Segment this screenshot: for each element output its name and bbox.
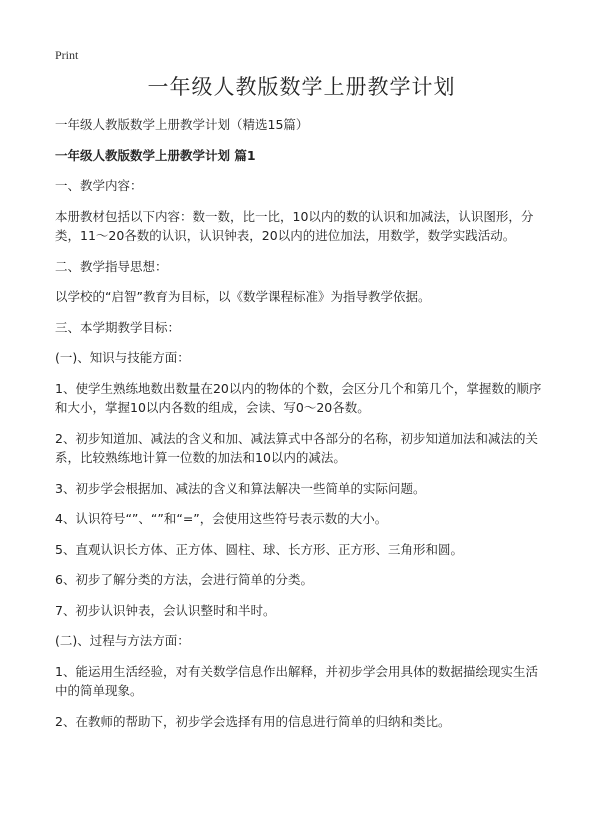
paragraph: 本册教材包括以下内容：数一数，比一比，10以内的数的认识和加减法，认识图形，分类，11～20各数的认识，认识钟表，20以内的进位加法，用数学，数学实践活动。 <box>55 208 534 243</box>
paragraph: 以学校的“启智”教育为目标，以《数学课程标准》为指导教学依据。 <box>55 289 431 304</box>
paragraph: 5、直观认识长方体、正方体、圆柱、球、长方形、正方形、三角形和圆。 <box>55 541 463 557</box>
paragraph: (二)、过程与方法方面： <box>55 633 190 648</box>
paragraph: 一、教学内容： <box>55 178 143 193</box>
document-title: 一年级人教版数学上册教学计划 <box>147 75 456 99</box>
paragraph: 1、能运用生活经验，对有关数学信息作出解释，并初步学会用具体的数据描绘现实生活中的简单现象。 <box>55 663 538 698</box>
print-link[interactable]: Print <box>55 48 79 62</box>
subtitle: 一年级人教版数学上册教学计划（精选15篇） <box>55 117 309 132</box>
paragraph: (一)、知识与技能方面： <box>55 350 190 365</box>
paragraph: 3、初步学会根据加、减法的含义和算法解决一些简单的实际问题。 <box>55 480 426 496</box>
paragraph: 2、初步知道加、减法的含义和加、减法算式中各部分的名称，初步知道加法和减法的关系，比较熟练地计算一位数的加法和10以内的减法。 <box>55 430 538 465</box>
paragraph: 二、教学指导思想： <box>55 258 168 274</box>
paragraph: 7、初步认识钟表，会认识整时和半时。 <box>55 602 276 618</box>
document-body <box>55 176 548 731</box>
paragraph: 1、使学生熟练地数出数量在20以内的物体的个数，会区分几个和第几个，掌握数的顺序和大小，掌握10以内各数的组成，会读、写0～20各数。 <box>55 380 542 415</box>
paragraph: 4、认识符号“”、“”和“=”，会使用这些符号表示数的大小。 <box>55 511 388 526</box>
paragraph: 三、本学期教学目标： <box>55 319 181 335</box>
paragraph: 6、初步了解分类的方法，会进行简单的分类。 <box>55 572 313 587</box>
section-heading: 一年级人教版数学上册教学计划 篇1 <box>55 147 256 163</box>
paragraph: 2、在教师的帮助下，初步学会选择有用的信息进行简单的归纳和类比。 <box>55 713 451 729</box>
